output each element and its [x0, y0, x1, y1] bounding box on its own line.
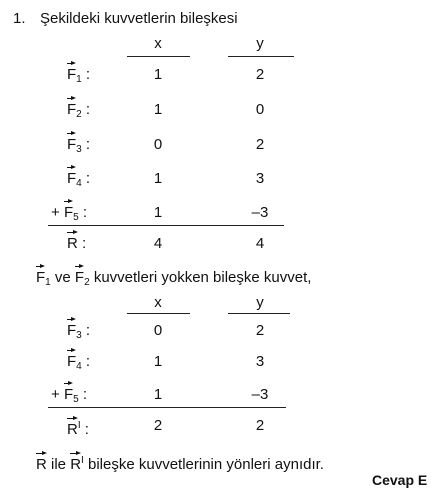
table2-header-x: x [154, 294, 162, 311]
table1-cell-x: 1 [153, 66, 163, 83]
conclusion-sentence: R ile $R^I$ bileşke kuvvetlerinin yönleri aynıdır. [36, 452, 324, 474]
table1-sum-rule [48, 225, 284, 226]
table1-cell-y: 2 [255, 136, 265, 153]
table1-cell-y: 3 [255, 170, 265, 187]
table1-cell-x: 1 [153, 101, 163, 118]
table1-header-x: x [154, 35, 162, 52]
table1-result-label: R : [67, 235, 86, 253]
table2-header-rule-y [228, 313, 290, 314]
answer-label: Cevap E [372, 472, 428, 488]
problem-number: 1. [13, 10, 26, 27]
table1-header-rule-x [127, 56, 190, 57]
table1-header-rule-y [228, 56, 294, 57]
table2-header-rule-x [127, 313, 190, 314]
table2-cell-x: 1 [153, 386, 163, 403]
table1-cell-x: 1 [153, 170, 163, 187]
table1-cell-y: –3 [251, 204, 269, 221]
table2-row-label: $F_3$ : [67, 322, 90, 340]
problem-intro: Şekildeki kuvvetlerin bileşkesi [40, 10, 238, 27]
table1-row-label: $F_2$ : [67, 101, 90, 119]
table2-cell-y: 3 [255, 353, 265, 370]
table1-cell-x: 1 [153, 204, 163, 221]
table2-result-label: $R^I$ : [67, 417, 89, 439]
table1-header-y: y [256, 35, 264, 52]
table1-result-y: 4 [255, 235, 265, 252]
middle-sentence: $F_1$ ve $F_2$ kuvvetleri yokken bileşke kuvvet, [36, 269, 311, 287]
table2-sum-rule [48, 407, 286, 408]
table2-result-x: 2 [153, 417, 163, 434]
table2-result-y: 2 [255, 417, 265, 434]
table2-cell-x: 0 [153, 322, 163, 339]
table1-row-label: $F_4$ : [67, 170, 90, 188]
table2-cell-x: 1 [153, 353, 163, 370]
table1-result-x: 4 [153, 235, 163, 252]
table1-row-label: + $F_5$ : [51, 204, 87, 222]
table2-cell-y: 2 [255, 322, 265, 339]
table2-header-y: y [256, 294, 264, 311]
table2-row-label: + $F_5$ : [51, 386, 87, 404]
table1-row-label: $F_3$ : [67, 136, 90, 154]
table2-row-label: $F_4$ : [67, 353, 90, 371]
table1-row-label: $F_1$ : [67, 66, 90, 84]
table1-cell-x: 0 [153, 136, 163, 153]
table1-cell-y: 2 [255, 66, 265, 83]
table2-cell-y: –3 [251, 386, 269, 403]
table1-cell-y: 0 [255, 101, 265, 118]
